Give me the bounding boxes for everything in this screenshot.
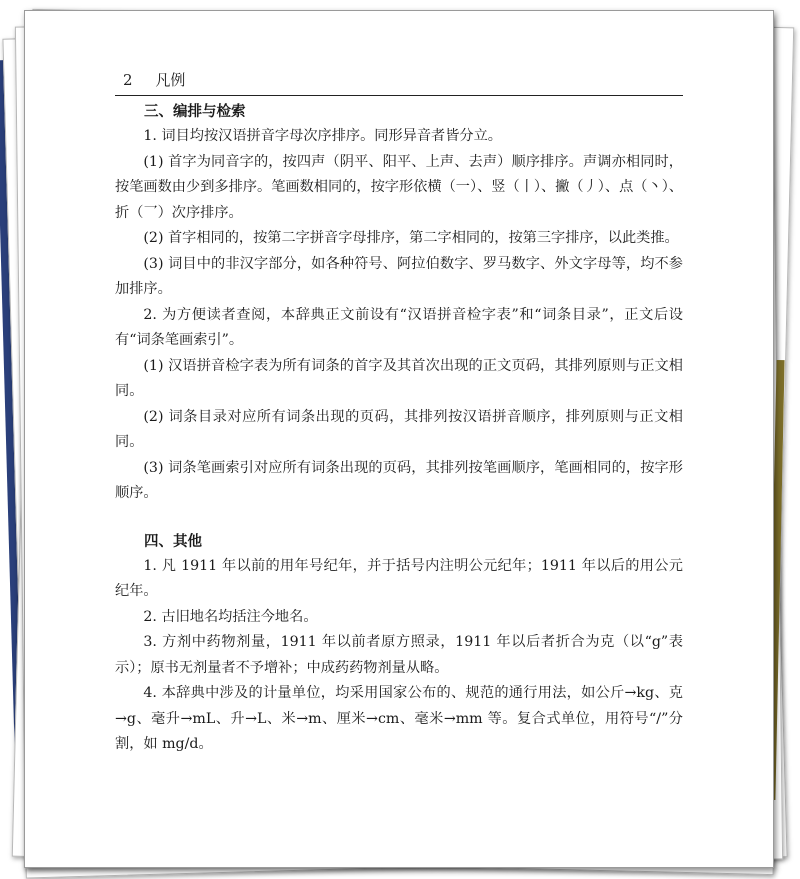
paragraph: 2. 为方便读者查阅，本辞典正文前设有“汉语拼音检字表”和“词条目录”，正文后设有“词条笔画索引”。	[115, 306, 683, 348]
paragraph: 1. 词目均按汉语拼音字母次序排序。同形异音者皆分立。	[143, 128, 502, 144]
paragraph: (1) 首字为同音字的，按四声（阴平、阳平、上声、去声）顺序排序。声调亦相同时，按笔画数由少到多排序。笔画数相同的，按字形依横（一）、竖（丨）、撇（丿）、点（丶）、折（乛）次序排序。	[115, 153, 683, 221]
paragraph: 4. 本辞典中涉及的计量单位，均采用国家公布的、规范的通行用法，如公斤→kg、克→g、毫升→mL、升→L、米→m、厘米→cm、毫米→mm 等。复合式单位，用符号“/”分割，如 mg/d。	[115, 685, 683, 752]
paragraph: (3) 词条笔画索引对应所有词条出现的页码，其排列按笔画顺序，笔画相同的，按字形顺序。	[115, 459, 683, 501]
paragraph: (2) 词条目录对应所有词条出现的页码，其排列按汉语拼音顺序，排列原则与正文相同。	[115, 408, 683, 450]
paragraph: (3) 词目中的非汉字部分，如各种符号、阿拉伯数字、罗马数字、外文字母等，均不参加排序。	[115, 255, 683, 297]
document-page	[24, 10, 774, 868]
paragraph: 1. 凡 1911 年以前的用年号纪年，并于括号内注明公元纪年；1911 年以后的用公元纪年。	[115, 557, 683, 599]
section-spacer	[115, 507, 683, 529]
paragraph: (1) 汉语拼音检字表为所有词条的首字及其首次出现的正文页码，其排列原则与正文相同。	[115, 357, 683, 399]
header-title: 凡例	[155, 71, 186, 89]
running-header	[115, 69, 683, 96]
paragraph: 2. 古旧地名均括注今地名。	[143, 608, 318, 625]
paragraph: (2) 首字相同的，按第二字拼音字母排序，第二字相同的，按第三字排序，以此类推。	[143, 230, 679, 246]
section-heading: 三、编排与检索	[144, 103, 246, 120]
page-content	[115, 99, 683, 758]
section-heading: 四、其他	[144, 532, 202, 550]
page-number: 2	[123, 71, 133, 89]
paragraph: 3. 方剂中药物剂量，1911 年以前者原方照录，1911 年以后者折合为克（以“g”表示）；原书无剂量者不予增补；中成药药物剂量从略。	[115, 634, 683, 676]
